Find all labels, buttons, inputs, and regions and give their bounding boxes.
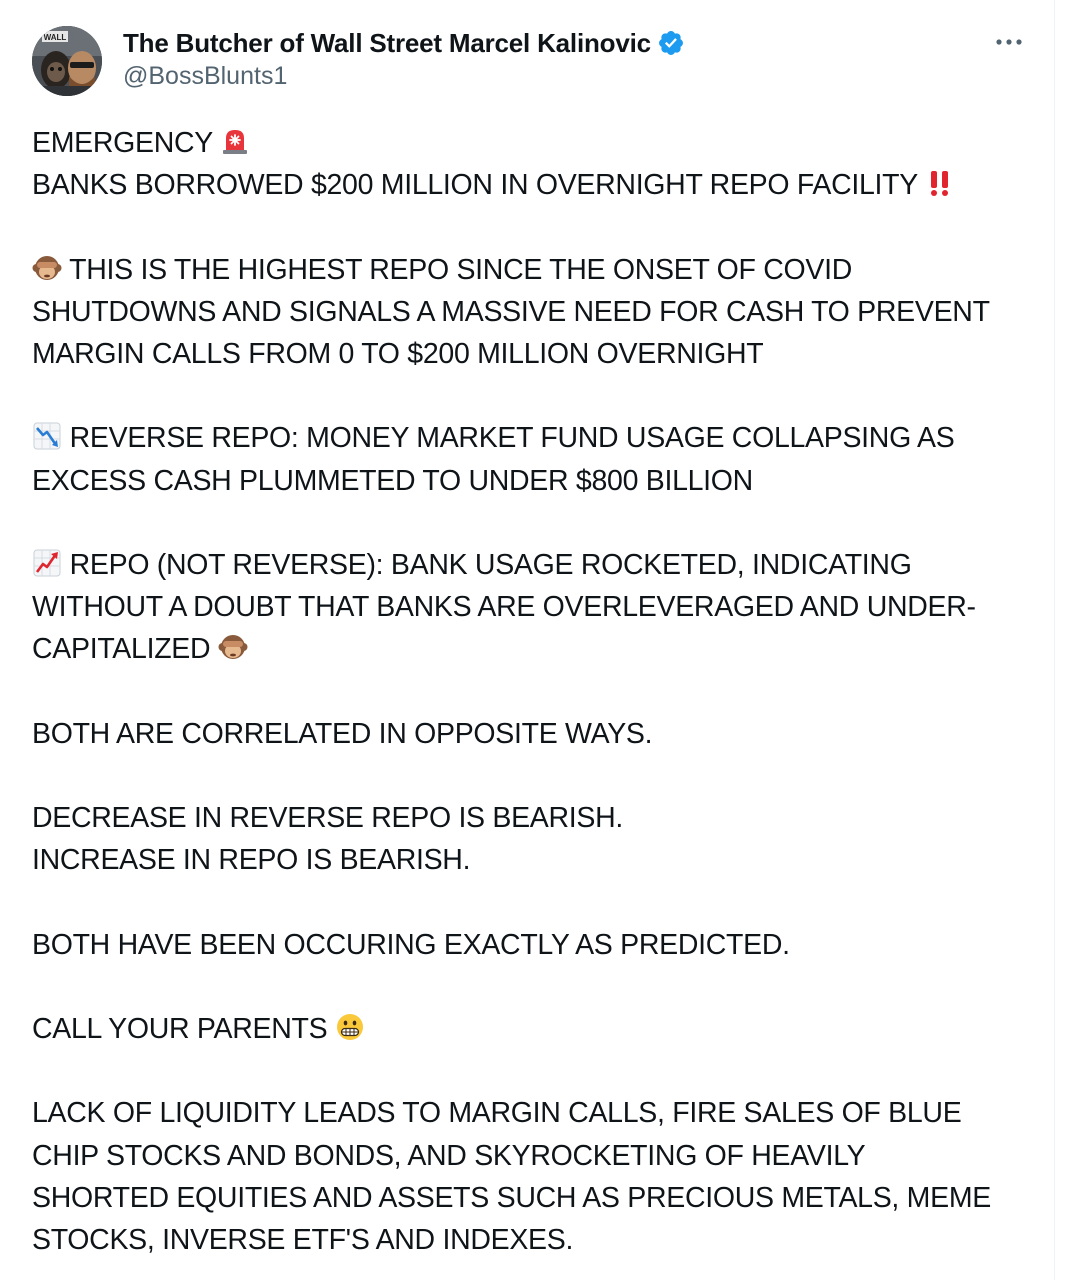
chart-increasing-emoji xyxy=(32,548,62,578)
see-no-evil-monkey-emoji xyxy=(32,253,62,283)
tweet-line-text: WITHOUT A DOUBT THAT BANKS ARE OVERLEVERAGED AND UNDER- xyxy=(32,591,976,624)
tweet-line xyxy=(32,628,1032,670)
tweet-line xyxy=(32,333,1032,375)
double-exclamation-emoji xyxy=(925,168,955,198)
tweet-line xyxy=(32,1219,1032,1261)
see-no-evil-monkey-emoji xyxy=(218,632,248,662)
paragraph-gap xyxy=(32,670,1032,712)
tweet-line xyxy=(32,417,1032,459)
more-horizontal-icon[interactable] xyxy=(992,30,1026,54)
rotating-light-emoji xyxy=(220,126,250,156)
tweet-line-text: CAPITALIZED xyxy=(32,633,211,666)
tweet-text xyxy=(32,122,1032,1261)
tweet-line xyxy=(32,1177,1032,1219)
tweet-line-text: CHIP STOCKS AND BONDS, AND SKYROCKETING OF HEAVILY xyxy=(32,1139,866,1172)
tweet-line xyxy=(32,291,1032,333)
tweet-line xyxy=(32,1008,1032,1050)
paragraph-gap xyxy=(32,881,1032,923)
avatar-sign-text: WALL xyxy=(43,33,67,42)
tweet-line xyxy=(32,924,1032,966)
paragraph-gap xyxy=(32,502,1032,544)
tweet-line xyxy=(32,249,1032,291)
verified-badge-icon[interactable] xyxy=(657,29,685,57)
tweet-line-text: CALL YOUR PARENTS xyxy=(32,1012,328,1045)
paragraph-gap xyxy=(32,375,1032,417)
grimacing-face-emoji xyxy=(335,1012,365,1042)
paragraph-gap xyxy=(32,755,1032,797)
tweet-line xyxy=(32,713,1032,755)
tweet-line xyxy=(32,1135,1032,1177)
tweet-line xyxy=(32,164,1032,206)
paragraph-gap xyxy=(32,206,1032,248)
tweet-line xyxy=(32,1092,1032,1134)
chart-decreasing-emoji xyxy=(32,421,62,451)
tweet-line xyxy=(32,544,1032,586)
tweet-line-text: SHORTED EQUITIES AND ASSETS SUCH AS PRECIOUS METALS, MEME xyxy=(32,1181,991,1214)
tweet-line xyxy=(32,460,1032,502)
tweet-line-text: EMERGENCY xyxy=(32,127,213,159)
tweet-line xyxy=(32,797,1032,839)
author-avatar[interactable] xyxy=(32,26,102,96)
tweet-line xyxy=(32,839,1032,881)
tweet-line-text: BOTH ARE CORRELATED IN OPPOSITE WAYS. xyxy=(32,717,653,750)
tweet-line-text: SHUTDOWNS AND SIGNALS A MASSIVE NEED FOR CASH TO PREVENT xyxy=(32,295,990,328)
tweet-line xyxy=(32,586,1032,628)
paragraph-gap xyxy=(32,966,1032,1008)
tweet-line-text: REPO (NOT REVERSE): BANK USAGE ROCKETED, INDICATING xyxy=(69,548,912,581)
tweet-line-text: STOCKS, INVERSE ETF'S AND INDEXES. xyxy=(32,1223,574,1256)
tweet-line-text: REVERSE REPO: MONEY MARKET FUND USAGE COLLAPSING AS xyxy=(69,422,955,455)
tweet-line-text: DECREASE IN REVERSE REPO IS BEARISH. xyxy=(32,802,624,834)
paragraph-gap xyxy=(32,1050,1032,1092)
tweet-line-text: LACK OF LIQUIDITY LEADS TO MARGIN CALLS, FIRE SALES OF BLUE xyxy=(32,1097,962,1130)
author-display-name[interactable]: The Butcher of Wall Street Marcel Kalinovic xyxy=(123,27,651,58)
tweet-line-text: BANKS BORROWED $200 MILLION IN OVERNIGHT REPO FACILITY xyxy=(32,169,918,202)
avatar-image xyxy=(32,26,102,96)
tweet-line-text: MARGIN CALLS FROM 0 TO $200 MILLION OVERNIGHT xyxy=(32,337,764,370)
tweet-line xyxy=(32,122,1032,164)
tweet-line-text: INCREASE IN REPO IS BEARISH. xyxy=(32,844,471,877)
author-name-row[interactable] xyxy=(123,26,685,60)
author-handle[interactable]: @BossBlunts1 xyxy=(123,62,288,90)
tweet-line-text: BOTH HAVE BEEN OCCURING EXACTLY AS PREDICTED. xyxy=(32,928,790,961)
tweet-line-text: THIS IS THE HIGHEST REPO SINCE THE ONSET OF COVID xyxy=(69,253,853,286)
tweet-line-text: EXCESS CASH PLUMMETED TO UNDER $800 BILLION xyxy=(32,464,753,497)
